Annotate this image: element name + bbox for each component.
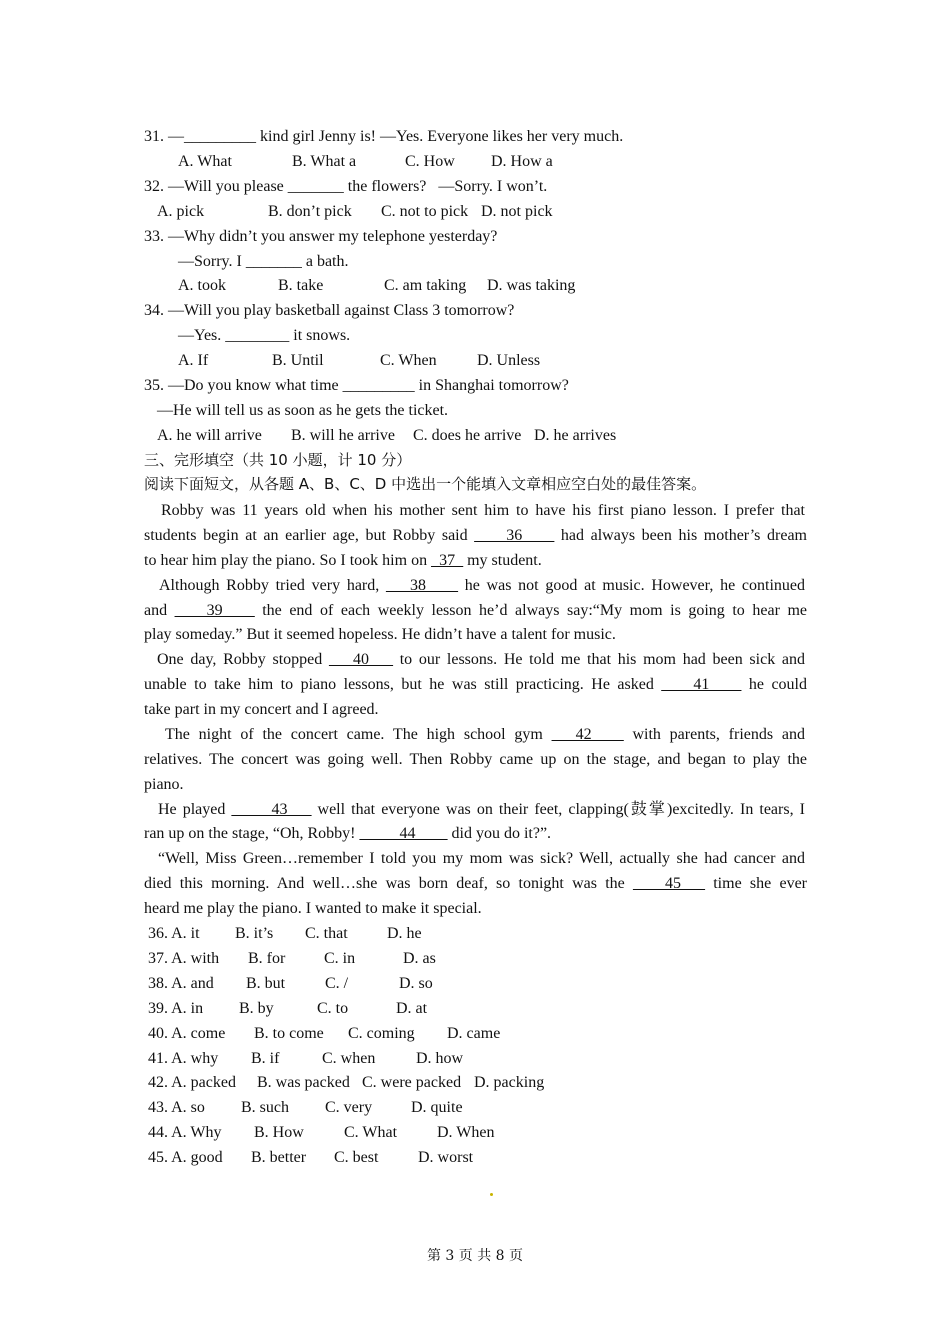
option-b: B. What a — [292, 153, 357, 170]
options-row-39: 39. A. in B. by C. to D. at — [148, 1000, 428, 1017]
question-33-stem: 33. —Why didn’t you answer my telephone yesterday? — [144, 228, 498, 245]
passage-line: relatives. The concert was going well. Then Robby came up on the stage, and began to play the — [144, 751, 807, 768]
page-footer — [0, 1246, 950, 1267]
option-d: D. he arrives — [534, 427, 617, 444]
option-c: C. not to pick — [381, 203, 469, 220]
page-number: 第 3 页 共 8 页 — [426, 1248, 524, 1264]
question-32-stem: 32. —Will you please _______ the flowers? —Sorry. I won’t. — [144, 178, 548, 195]
option-c: C. am taking — [384, 277, 467, 294]
option-b: B. Until — [272, 352, 324, 369]
blank-42: ___42____ — [551, 726, 624, 743]
passage-line: unable to take him to piano lessons, but he was still practicing. He asked ____41____ he could — [144, 676, 807, 693]
blank-36: ____36____ — [474, 527, 555, 544]
option-a: A. took — [178, 277, 226, 294]
blank-45: ____45___ — [633, 875, 705, 892]
blank-38: ___38____ — [385, 577, 458, 594]
question-35-reply: —He will tell us as soon as he gets the ticket. — [157, 402, 449, 419]
section-instruction: 阅读下面短文，从各题 A、B、C、D 中选出一个能填入文章相应空白处的最佳答案。 — [144, 475, 707, 493]
passage-line: heard me play the piano. I wanted to make it special. — [144, 900, 482, 917]
question-33-reply: —Sorry. I _______ a bath. — [178, 253, 349, 270]
stray-dot — [490, 1193, 493, 1196]
blank-41: ____41____ — [661, 676, 742, 693]
options-row-41: 41. A. why B. if C. when D. how — [148, 1050, 464, 1067]
options-row-37: 37. A. with B. for C. in D. as — [148, 950, 436, 967]
passage-line: Although Robby tried very hard, ___38____ he was not good at music. However, he continued — [159, 577, 806, 594]
passage-line: ran up on the stage, “Oh, Robby! _____44____ did you do it?”. — [144, 821, 551, 846]
question-33-options — [178, 273, 576, 298]
blank-43: _____43___ — [231, 801, 312, 818]
blank-40: ___40___ — [329, 651, 393, 668]
blank-37: _37_ — [431, 552, 464, 569]
option-a: A. If — [178, 352, 209, 369]
passage-line: The night of the concert came. The high school gym ___42____ with parents, friends and — [165, 726, 806, 743]
options-row-42: 42. A. packed B. was packed C. were packed D. packing — [148, 1074, 545, 1091]
passage-line: play someday.” But it seemed hopeless. He didn’t have a talent for music. — [144, 626, 616, 643]
options-row-44: 44. A. Why B. How C. What D. When — [148, 1124, 495, 1141]
option-d: D. Unless — [477, 352, 541, 369]
passage-line: to hear him play the piano. So I took him on _37_ my student. — [144, 548, 542, 573]
blank-44: _____44____ — [359, 825, 448, 842]
passage-line: students begin at an earlier age, but Robby said ____36____ had always been his mother’s dream — [144, 527, 807, 544]
passage-line: died this morning. And well…she was born deaf, so tonight was the ____45___ time she ever — [144, 875, 808, 892]
question-32-options — [157, 199, 553, 224]
options-row-40: 40. A. come B. to come C. coming D. came — [148, 1025, 501, 1042]
options-row-36: 36. A. it B. it’s C. that D. he — [148, 925, 422, 942]
question-34-stem: 34. —Will you play basketball against Class 3 tomorrow? — [144, 302, 515, 319]
question-34-options — [178, 348, 541, 373]
blank-39: ____39____ — [174, 602, 255, 619]
options-row-38: 38. A. and B. but C. / D. so — [148, 975, 433, 992]
passage-line: and ____39____ the end of each weekly lesson he’d always say:“My mom is going to hear me — [144, 602, 807, 619]
options-row-43: 43. A. so B. such C. very D. quite — [148, 1099, 463, 1116]
option-c: C. does he arrive — [413, 427, 522, 444]
section-heading: 三、完形填空（共 10 小题，计 10 分） — [144, 451, 412, 469]
passage-line: Robby was 11 years old when his mother sent him to have his first piano lesson. I prefer that — [161, 502, 805, 519]
question-31-stem: 31. —_________ kind girl Jenny is! —Yes. Everyone likes her very much. — [144, 128, 624, 145]
option-b: B. will he arrive — [291, 427, 395, 444]
option-d: D. not pick — [481, 203, 553, 220]
option-b: B. take — [278, 277, 324, 294]
option-a: A. pick — [157, 203, 205, 220]
question-35-options — [157, 423, 617, 448]
option-c: C. When — [380, 352, 437, 369]
question-31-options — [178, 149, 553, 174]
passage-line: He played _____43___ well that everyone was on their feet, clapping(鼓掌)excitedly. In tears, I — [158, 801, 805, 818]
option-a: A. What — [178, 153, 232, 170]
option-c: C. How — [405, 153, 455, 170]
option-b: B. don’t pick — [268, 203, 352, 220]
passage-line: One day, Robby stopped ___40___ to our lessons. He told me that his mom had been sick and — [157, 651, 806, 668]
option-d: D. was taking — [487, 277, 576, 294]
option-a: A. he will arrive — [157, 427, 262, 444]
passage-line: “Well, Miss Green…remember I told you my mom was sick? Well, actually she had cancer and — [158, 850, 805, 867]
passage-line: take part in my concert and I agreed. — [144, 701, 379, 718]
question-34-reply: —Yes. ________ it snows. — [178, 327, 351, 344]
question-35-stem: 35. —Do you know what time _________ in Shanghai tomorrow? — [144, 377, 569, 394]
option-d: D. How a — [491, 153, 553, 170]
options-row-45: 45. A. good B. better C. best D. worst — [148, 1149, 474, 1166]
passage-line: piano. — [144, 776, 184, 793]
